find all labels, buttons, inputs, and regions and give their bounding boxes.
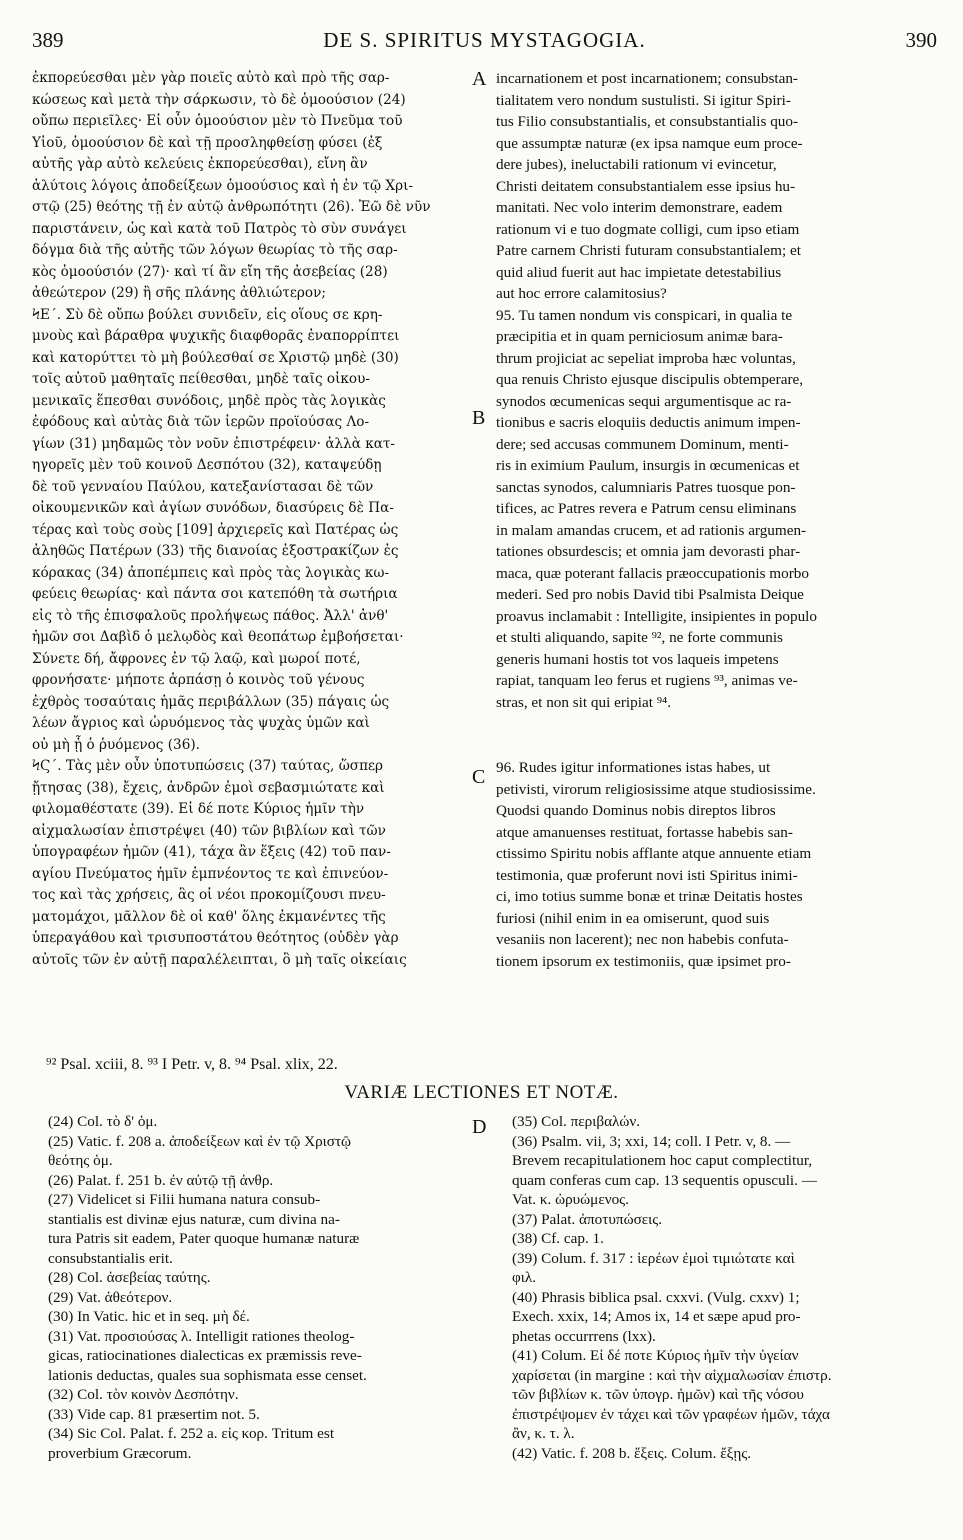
running-title: DE S. SPIRITUS MYSTAGOGIA. (323, 28, 646, 52)
scripture-footnotes: ⁹² Psal. xciii, 8. ⁹³ I Petr. v, 8. ⁹⁴ Psal. xlix, 22. (46, 1056, 338, 1073)
greek-text-line: ματομάχοι, μᾶλλον δὲ οἱ καθ' ὅλης ἐκμανέντες τῆς (32, 908, 386, 925)
latin-text-line: qua renuis Christo ejusque discipulis obtemperare, (496, 371, 804, 388)
latin-text-line: atque amanuenses restituat, fortasse habebis san- (496, 823, 793, 841)
latin-text-line: tionem ipsorum ex testimoniis, quæ ipsimet pro- (496, 952, 791, 970)
greek-text-line: ἀληθῶς Πατέρων (33) τῆς διανοίας ἐξοστρακίζων ἐς (32, 543, 399, 559)
latin-text-line: tialitatem vero nondum sustulisti. Si igitur Spiri- (496, 91, 791, 109)
greek-text-line: εἰς τὸ τῆς ἐπισφαλοῦς προλήψεως πάθος. Ἀλλ' ἀνθ' (32, 607, 389, 624)
greek-text-line: ἀλύτοις λόγοις ἀποδείξεων ὁμοούσιος καὶ ἡ ἐν τῷ Χρι- (32, 177, 414, 194)
latin-text-line: tus Filio consubstantialis, et consubstantialis quo- (496, 113, 799, 130)
note-line: (42) Vatic. f. 208 b. ἕξεις. Colum. ἔξῃς. (512, 1444, 752, 1462)
latin-text-column (496, 68, 936, 972)
latin-text-line: Christi deitatem consubstantialem esse ipsius hu- (496, 177, 796, 195)
latin-text-line: in malam amandas crucem, et ad rationis argumen- (496, 521, 807, 539)
note-line: Exech. xxix, 14; Amos ix, 14 et sæpe apud pro- (512, 1308, 801, 1325)
greek-text-line: φρονήσατε· μήποτε ἁρπάσῃ ὁ κοινὸς τοῦ γένους (32, 672, 365, 688)
latin-text-line: tionibus e sacris eloquiis deductis animum impen- (496, 414, 801, 431)
greek-text-line: αγίου Πνεύματος ἡμῖν ἐμπνέοντος τε καὶ ἐπινεύον- (32, 865, 389, 882)
latin-text-line: que assumptæ naturæ (ex ipsa namque eum proce- (496, 134, 803, 152)
greek-text-line: ὑπεραγάθου καὶ τρισυποστάτου θεότητος (οὐδὲν γὰρ (32, 930, 399, 946)
note-line: ἂν, κ. τ. λ. (512, 1425, 575, 1442)
note-line: (36) Psalm. vii, 3; xxi, 14; coll. I Petr. v, 8. — (512, 1132, 791, 1150)
greek-text-line: ἀθεώτερον (29) ἢ σῆς πλάνης ἀθλιώτερον; (32, 285, 326, 301)
greek-text-line: οὐ μὴ ᾖ ὁ ῥυόμενος (36). (32, 736, 200, 753)
note-line: gicas, ratiocinationes dialecticas ex præmissis reve- (48, 1347, 362, 1364)
greek-text-line: οἰκουμενικῶν καὶ ἁγίων συνόδων, διασύρεις δὲ Πα- (32, 500, 394, 516)
note-line: Brevem recapitulationem hoc caput complectitur, (512, 1152, 813, 1169)
greek-text-line: τοῖς αὐτοῦ μαθηταῖς πείθεσθαι, μηδὲ ταῖς οἰκου- (32, 371, 370, 387)
note-line: (30) In Vatic. hic et in seq. μὴ δέ. (48, 1308, 250, 1325)
paragraph-gap (496, 713, 936, 757)
latin-text-line: sanctas synodos, calumniaris Patres tuosque pon- (496, 478, 796, 496)
latin-text-line: ctissimo Spiritu nobis afflante atque annuente etiam (496, 845, 812, 862)
latin-text-line: ci, imo totius summe bonæ et trinæ Deitatis hostes (496, 888, 803, 905)
greek-text-line: λέων ἄγριος καὶ ὠρυόμενος τὰς ψυχὰς ὑμῶν καὶ (32, 715, 370, 731)
margin-marker-d: D (472, 1116, 487, 1138)
notes-left-column (48, 1112, 478, 1463)
latin-block-2 (496, 757, 936, 972)
latin-text-line: thrum projiciat ac sepeliat improba hæc voluntas, (496, 349, 796, 367)
page-header (32, 28, 937, 62)
note-line: proverbium Græcorum. (48, 1444, 192, 1462)
greek-text-line: κώσεως καὶ μετὰ τὴν σάρκωσιν, τὸ δὲ ὁμοούσιον (24) (32, 91, 406, 108)
greek-text-line: οὔπω περιεῖλες· Εἰ οὖν ὁμοούσιον μὲν τὸ Πνεῦμα τοῦ (32, 113, 403, 129)
note-line: (26) Palat. f. 251 b. ἐν αὐτῷ τῇ ἀνθρ. (48, 1171, 274, 1189)
greek-text-line: τέρας καὶ τοὺς σοὺς [109] ἀρχιερεῖς καὶ Πατέρας ὡς (32, 521, 399, 538)
note-line: (24) Col. τὸ δ' ὁμ. (48, 1113, 158, 1130)
notes-right-column (512, 1112, 940, 1463)
note-line: (40) Phrasis biblica psal. cxxvi. (Vulg. cxxv) 1; (512, 1288, 800, 1306)
greek-text-line: ἐκπορεύεσθαι μὲν γὰρ ποιεῖς αὐτὸ καὶ πρὸ τῆς σαρ- (32, 70, 390, 86)
note-line: lationis deductas, quales sua sophismata esse censet. (48, 1366, 367, 1384)
note-line: stantialis est divinæ ejus naturæ, cum divina na- (48, 1210, 340, 1228)
right-page-number: 390 (905, 28, 937, 52)
note-line: (29) Vat. ἀθεότερον. (48, 1288, 173, 1306)
greek-text-line: μνοὺς καὶ βάραθρα ψυχικῆς διαφθορᾶς ἐναπορρίπτει (32, 328, 400, 344)
latin-text-line: testimonia, quæ proferunt novi isti Spiritus inimi- (496, 866, 798, 884)
note-line: consubstantialis erit. (48, 1249, 173, 1267)
latin-text-line: 96. Rudes igitur informationes istas habes, ut (496, 759, 771, 776)
note-line: ἐπιστρέψομεν ἐν τάχει καὶ τῶν γραφέων ἡμῶν, τάχα (512, 1405, 830, 1423)
left-page-number: 389 (32, 28, 64, 52)
latin-text-line: et stulti aliquando, sapite ⁹², ne forte communis (496, 629, 783, 646)
latin-text-line: stras, et non sit qui eripiat ⁹⁴. (496, 693, 672, 711)
margin-marker-c: C (472, 766, 486, 788)
greek-text-line: κὸς ὁμοούσιόν (27)· καὶ τί ἂν εἴη τῆς ἀσεβείας (28) (32, 263, 388, 280)
note-line: (34) Sic Col. Palat. f. 252 a. εἰς κορ. Tritum est (48, 1425, 335, 1442)
greek-text-line: καὶ κατορύττει τὸ μὴ βούλεσθαί σε Χριστῷ μηδὲ (30) (32, 349, 399, 366)
note-line: θεότης ὁμ. (48, 1152, 113, 1169)
note-line: quam conferas cum cap. 13 sequentis opusculi. — (512, 1171, 817, 1189)
greek-text-line: ηγορεῖς μὲν τοῦ κοινοῦ Δεσπότου (32), καταψεύδῃ (32, 457, 382, 473)
note-line: χαρίσεται (in margine : καὶ τὴν αἰχμαλωσίαν ἐπιστρ. (512, 1366, 832, 1384)
note-line: (27) Videlicet si Filii humana natura consub- (48, 1191, 321, 1208)
greek-text-line: αἰχμαλωσίαν ἐπιστρέψει (40) τῶν βιβλίων καὶ τῶν (32, 822, 386, 839)
greek-text-line: στῷ (25) θεότης τῇ ἐν αὐτῷ ἀνθρωπότητι (26). Ἐῶ δὲ νῦν (32, 199, 431, 215)
latin-text-line: ris in eximium Paulum, insurgis in œcumenicas et (496, 457, 800, 474)
greek-text-line: φεύεις θεωρίας· καὶ πάντα σοι κατεπόθη τὰ σωτήρια (32, 586, 398, 602)
greek-text-line: ἐχθρὸς τοσαύταις ἡμᾶς περιβάλλων (35) πάγαις ὡς (32, 693, 390, 710)
greek-text-line: τος καὶ τὰς χρήσεις, ἃς οἱ νέοι προκομίζουσι πνευ- (32, 887, 386, 903)
greek-text-line: ὑπογραφέων ἡμῶν (41), τάχα ἂν ἕξεις (42) τοῦ παν- (32, 844, 391, 860)
greek-text-line: δὲ τοῦ γενναίου Παύλου, κατεξανίστασαι δὲ τῶν (32, 478, 374, 495)
latin-text-line: aut hoc errore calamitosius? (496, 285, 667, 302)
note-line: (31) Vat. προσιούσας λ. Intelligit rationes theolog- (48, 1327, 355, 1345)
note-line: phetas occurrrens (lxx). (512, 1327, 656, 1345)
latin-text-line: mederi. Sed pro nobis David tibi Psalmista Deique (496, 586, 804, 603)
latin-text-line: petivisti, virorum religiosissime atque studiosissime. (496, 780, 816, 798)
greek-text-column (32, 68, 464, 971)
greek-text-line: φιλομαθέστατε (39). Εἰ δέ ποτε Κύριος ἡμῖν τὴν (32, 801, 365, 817)
greek-text-line: ϞϚ΄. Τὰς μὲν οὖν ὑποτυπώσεις (37) ταύτας, ὥσπερ (32, 758, 384, 774)
latin-text-line: vesaniis non lacerent); nec non habebis confuta- (496, 931, 789, 948)
latin-text-line: maca, quæ poterant fallacis præoccupationis morbo (496, 564, 809, 582)
note-line: τῶν βιβλίων κ. τῶν ὑπογρ. ἡμῶν) καὶ τῆς νόσου (512, 1386, 804, 1403)
greek-text-line: μενικαῖς ἕπεσθαι συνόδοις, μηδὲ πρὸς τὰς λογικὰς (32, 392, 386, 409)
note-line: tura Patris sit eadem, Pater quoque humanæ naturæ (48, 1230, 360, 1247)
note-line: (38) Cf. cap. 1. (512, 1230, 604, 1247)
note-line: (25) Vatic. f. 208 a. ἀποδείξεων καὶ ἐν τῷ Χριστῷ (48, 1132, 352, 1150)
note-line: Vat. κ. ὠρυώμενος. (512, 1191, 629, 1208)
greek-text-line: αὐτῆς γὰρ αὐτὸ κελεύεις ἐκπορεύεσθαι), εἴνη ἂν (32, 156, 368, 172)
notes-title: VARIÆ LECTIONES ET NOTÆ. (344, 1082, 619, 1103)
greek-text-line: ϞΕ΄. Σὺ δὲ οὔπω βούλει συνιδεῖν, εἰς οἵους σε κρη- (32, 306, 383, 323)
greek-text-line: ἡμῶν σοι Δαβὶδ ὁ μελῳδὸς καὶ θεοπάτωρ ἐμβοήσεται· (32, 629, 404, 645)
latin-text-line: quid aliud fuerit aut hac impietate detestabilius (496, 263, 782, 281)
greek-text-line: ἐφόδους καὶ αὐτὰς διὰ τῶν ἱερῶν προϊούσας Λο- (32, 414, 370, 430)
latin-text-line: manitati. Nec volo interim demonstrare, eadem (496, 199, 783, 216)
note-line: (39) Colum. f. 317 : ἱερέων ἐμοὶ τιμιώτατε καὶ (512, 1249, 795, 1267)
latin-text-line: dere; sed accusas communem Dominum, menti- (496, 435, 789, 453)
latin-text-line: generis humani hostis tot vos laqueis impetens (496, 650, 779, 668)
latin-text-line: proavus inclamabit : Intelligite, insipientes in populo (496, 607, 817, 625)
note-line: (28) Col. ἀσεβείας ταύτης. (48, 1269, 211, 1286)
latin-text-line: rapiat, tanquam leo ferus et rugiens ⁹³, animas ve- (496, 672, 798, 689)
margin-marker-a: A (472, 68, 487, 90)
latin-text-line: furiosi (nihil enim in ea omiserunt, quod suis (496, 909, 770, 927)
greek-text-line: Υἱοῦ, ὁμοούσιον δὲ καὶ τῇ προσληφθείσῃ φύσει (ἐξ (32, 134, 383, 151)
latin-text-line: synodos œcumenicas sequi argumentisque ac ra- (496, 392, 792, 410)
latin-text-line: tifices, ac Patres revera e Patrum censu eliminans (496, 500, 797, 517)
note-line: (35) Col. περιβαλών. (512, 1113, 641, 1130)
note-line: (41) Colum. Εἰ δέ ποτε Κύριος ἡμῖν τὴν ὑγείαν (512, 1347, 799, 1364)
latin-text-line: incarnationem et post incarnationem; consubstan- (496, 70, 798, 87)
greek-text-line: αὐτοῖς τῶν ἐν αὐτῇ παραλέλειπται, ὃ μὴ ταῖς οἰκείαις (32, 951, 407, 968)
latin-text-line: præcipitia et in quam perniciosum animæ bara- (496, 328, 783, 345)
latin-text-line: Patre carnem Christi futuram consubstantialem; et (496, 242, 801, 259)
greek-text-line: γίων (31) μηδαμῶς τὸν νοῦν ἐπιστρέφειν· ἀλλὰ κατ- (32, 435, 396, 452)
note-line: (32) Col. τὸν κοινὸν Δεσπότην. (48, 1386, 239, 1403)
latin-text-line: rationum vi e tuo dogmate colligi, cum ipso etiam (496, 220, 800, 238)
latin-text-line: dere jubes), ineluctabili rationum vi evincetur, (496, 156, 777, 173)
note-line: φιλ. (512, 1269, 537, 1286)
greek-text-line: Σύνετε δή, ἄφρονες ἐν τῷ λαῷ, καὶ μωροί ποτέ, (32, 650, 361, 667)
greek-text-line: κόρακας (34) ἀποπέμπεις καὶ πρὸς τὰς λογικὰς κω- (32, 564, 390, 581)
margin-marker-b: B (472, 407, 486, 429)
note-line: (33) Vide cap. 81 præsertim not. 5. (48, 1405, 260, 1423)
latin-text-line: Quodsi quando Dominus nobis direptos libros (496, 802, 776, 819)
greek-text-line: ᾔτησας (38), ἔχεις, ἀνδρῶν ἐμοὶ σεβασμιώτατε καὶ (32, 779, 385, 796)
greek-text-line: δόγμα διὰ τῆς αὐτῆς τῶν λόγων θεωρίας τὸ τῆς σαρ- (32, 242, 398, 258)
note-line: (37) Palat. ἀποτυπώσεις. (512, 1210, 663, 1228)
latin-text-line: tationes obsurdescis; et omnia jam devorasti phar- (496, 543, 801, 560)
greek-text-line: παριστάνειν, ὡς καὶ κατὰ τοῦ Πατρὸς τὸ σὺν συνάγει (32, 220, 407, 237)
latin-text-line: 95. Tu tamen nondum vis conspicari, in qualia te (496, 306, 793, 324)
latin-block-1 (496, 68, 936, 713)
